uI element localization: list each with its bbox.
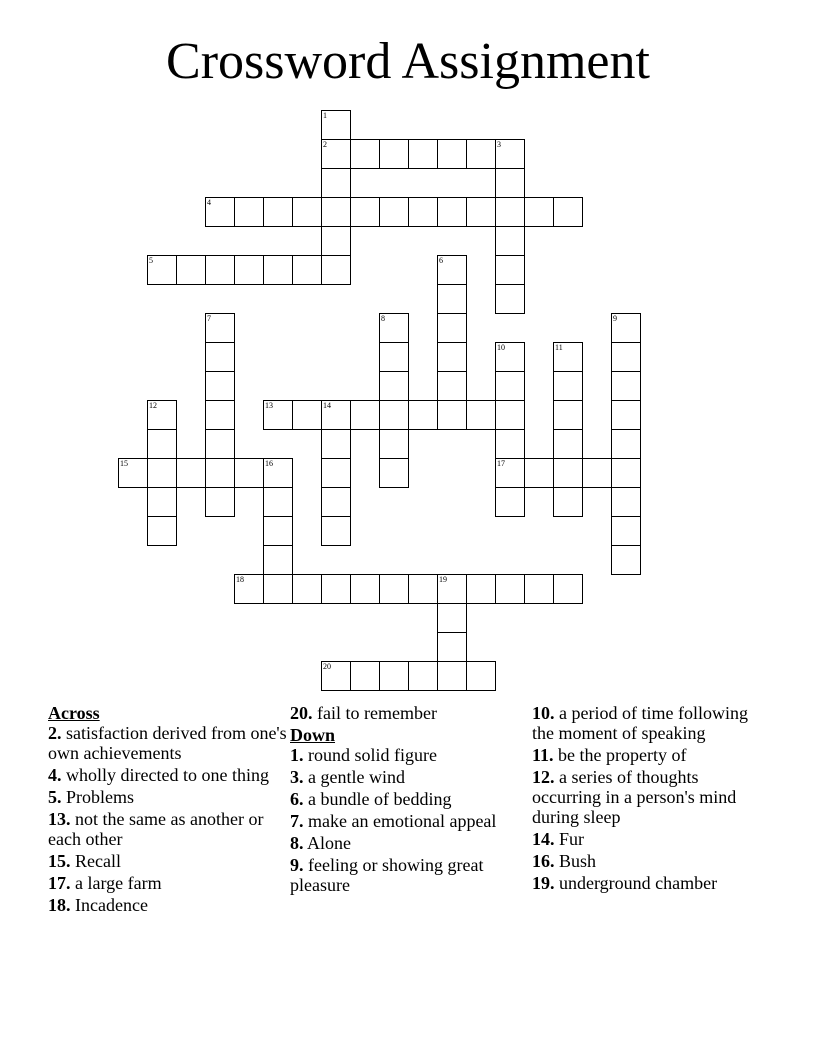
grid-cell[interactable] [495, 168, 525, 198]
clue-number-label: 4. [48, 765, 62, 785]
clue-number-label: 18. [48, 895, 71, 915]
grid-cell[interactable] [553, 458, 583, 488]
clue-number-label: 5. [48, 787, 62, 807]
clue-text: a series of thoughts occurring in a person's mind during sleep [532, 767, 737, 827]
clue-text: feeling or showing great pleasure [290, 855, 484, 895]
grid-cell[interactable] [437, 574, 467, 604]
clue-text: Alone [307, 833, 352, 853]
grid-cell[interactable] [350, 139, 380, 169]
grid-cell[interactable] [263, 545, 293, 575]
grid-cell[interactable] [321, 661, 351, 691]
grid-cell[interactable] [176, 255, 206, 285]
grid-cell[interactable] [205, 342, 235, 372]
grid-cell[interactable] [437, 342, 467, 372]
grid-cell[interactable] [205, 487, 235, 517]
grid-cell[interactable] [495, 139, 525, 169]
grid-cell[interactable] [611, 458, 641, 488]
grid-cell[interactable] [611, 371, 641, 401]
grid-cell[interactable] [321, 458, 351, 488]
page-title: Crossword Assignment [166, 33, 650, 90]
grid-cell[interactable] [379, 400, 409, 430]
grid-cell[interactable] [495, 458, 525, 488]
clue [48, 851, 288, 871]
grid-cell[interactable] [437, 603, 467, 633]
clue-number-label: 2. [48, 723, 62, 743]
grid-cell[interactable] [147, 400, 177, 430]
clues-column-2 [290, 703, 530, 897]
grid-cell[interactable] [321, 429, 351, 459]
clue-number-label: 9. [290, 855, 304, 875]
clues-column-3 [532, 703, 762, 895]
clue-text: Bush [559, 851, 597, 871]
grid-cell[interactable] [205, 197, 235, 227]
across-header: Across [48, 703, 100, 723]
grid-cell[interactable] [321, 255, 351, 285]
grid-cell[interactable] [437, 255, 467, 285]
grid-cell[interactable] [611, 313, 641, 343]
grid-cell[interactable] [437, 139, 467, 169]
clue-number-label: 19. [532, 873, 555, 893]
grid-cell[interactable] [553, 400, 583, 430]
grid-cell[interactable] [263, 197, 293, 227]
grid-cell[interactable] [292, 400, 322, 430]
grid-cell[interactable] [321, 574, 351, 604]
clue-number-label: 15. [48, 851, 71, 871]
grid-cell[interactable] [437, 632, 467, 662]
clue-number: 16 [265, 459, 273, 468]
clue-number-label: 1. [290, 745, 304, 765]
grid-cell[interactable] [350, 400, 380, 430]
grid-cell[interactable] [205, 255, 235, 285]
grid-cell[interactable] [234, 197, 264, 227]
grid-cell[interactable] [611, 400, 641, 430]
grid-cell[interactable] [205, 400, 235, 430]
clue-text: round solid figure [308, 745, 437, 765]
clue-number: 1 [323, 111, 327, 120]
grid-cell[interactable] [263, 487, 293, 517]
clue-number: 19 [439, 575, 447, 584]
grid-cell[interactable] [118, 458, 148, 488]
clue [532, 703, 762, 743]
down-clue-list-continued [532, 703, 762, 893]
clue-number-label: 20. [290, 703, 313, 723]
clue [290, 745, 530, 765]
clues-column-1 [48, 703, 288, 917]
grid-cell[interactable] [495, 574, 525, 604]
clue-number: 10 [497, 343, 505, 352]
grid-cell[interactable] [495, 429, 525, 459]
grid-cell[interactable] [495, 487, 525, 517]
clue-number-label: 3. [290, 767, 304, 787]
clue-text: a period of time following the moment of speaking [532, 703, 748, 743]
clue-number-label: 11. [532, 745, 554, 765]
clue [290, 811, 530, 831]
grid-cell[interactable] [321, 487, 351, 517]
clue-text: be the property of [558, 745, 687, 765]
grid-cell[interactable] [611, 487, 641, 517]
across-clue-list-continued [290, 703, 530, 723]
grid-cell[interactable] [437, 400, 467, 430]
grid-cell[interactable] [263, 458, 293, 488]
grid-cell[interactable] [466, 661, 496, 691]
grid-cell[interactable] [553, 487, 583, 517]
grid-cell[interactable] [495, 284, 525, 314]
grid-cell[interactable] [147, 487, 177, 517]
grid-cell[interactable] [321, 197, 351, 227]
clue-text: Recall [75, 851, 121, 871]
clue-text: make an emotional appeal [308, 811, 497, 831]
clue-number-label: 13. [48, 809, 71, 829]
clue-number: 7 [207, 314, 211, 323]
down-header: Down [290, 725, 336, 745]
grid-cell[interactable] [205, 313, 235, 343]
clue-number: 8 [381, 314, 385, 323]
clue [290, 703, 530, 723]
grid-cell[interactable] [495, 371, 525, 401]
clue-number: 18 [236, 575, 244, 584]
grid-cell[interactable] [234, 458, 264, 488]
clue-number-label: 16. [532, 851, 555, 871]
clue-number: 12 [149, 401, 157, 410]
clue-number-label: 14. [532, 829, 555, 849]
clue-number: 9 [613, 314, 617, 323]
clue-text: Fur [559, 829, 585, 849]
grid-cell[interactable] [379, 661, 409, 691]
clue [290, 833, 530, 853]
grid-cell[interactable] [234, 574, 264, 604]
clue-text: fail to remember [317, 703, 437, 723]
clue-number: 4 [207, 198, 211, 207]
clue-number: 11 [555, 343, 563, 352]
grid-cell[interactable] [466, 574, 496, 604]
grid-cell[interactable] [379, 458, 409, 488]
clue-text: Incadence [75, 895, 148, 915]
grid-cell[interactable] [495, 226, 525, 256]
grid-cell[interactable] [321, 516, 351, 546]
clue-text: wholly directed to one thing [66, 765, 269, 785]
clue [290, 789, 530, 809]
clue-number-label: 12. [532, 767, 555, 787]
grid-cell[interactable] [437, 197, 467, 227]
clue [48, 873, 288, 893]
grid-cell[interactable] [611, 429, 641, 459]
clue-number: 6 [439, 256, 443, 265]
grid-cell[interactable] [553, 574, 583, 604]
grid-cell[interactable] [437, 284, 467, 314]
grid-cell[interactable] [408, 139, 438, 169]
grid-cell[interactable] [466, 197, 496, 227]
grid-cell[interactable] [292, 197, 322, 227]
clue-text: a large farm [75, 873, 162, 893]
grid-cell[interactable] [350, 574, 380, 604]
clue [290, 855, 530, 895]
grid-cell[interactable] [379, 429, 409, 459]
grid-cell[interactable] [292, 574, 322, 604]
grid-cell[interactable] [379, 139, 409, 169]
grid-cell[interactable] [147, 429, 177, 459]
clue-number: 15 [120, 459, 128, 468]
clue-number-label: 8. [290, 833, 304, 853]
grid-cell[interactable] [205, 371, 235, 401]
grid-cell[interactable] [321, 168, 351, 198]
grid-cell[interactable] [147, 516, 177, 546]
clue [290, 767, 530, 787]
grid-cell[interactable] [582, 458, 612, 488]
clue [532, 873, 762, 893]
grid-cell[interactable] [321, 110, 351, 140]
grid-cell[interactable] [408, 197, 438, 227]
clue-text: satisfaction derived from one's own achievements [48, 723, 287, 763]
grid-cell[interactable] [611, 516, 641, 546]
clue-text: not the same as another or each other [48, 809, 264, 849]
clue-number-label: 17. [48, 873, 71, 893]
clue [48, 787, 288, 807]
clue-number: 2 [323, 140, 327, 149]
grid-cell[interactable] [205, 458, 235, 488]
clue-number-label: 7. [290, 811, 304, 831]
grid-cell[interactable] [176, 458, 206, 488]
grid-cell[interactable] [321, 400, 351, 430]
grid-cell[interactable] [379, 371, 409, 401]
grid-cell[interactable] [437, 371, 467, 401]
grid-cell[interactable] [495, 255, 525, 285]
clue [532, 829, 762, 849]
across-clue-list [48, 723, 288, 915]
clue-number-label: 10. [532, 703, 555, 723]
grid-cell[interactable] [263, 255, 293, 285]
clue-number: 14 [323, 401, 331, 410]
clue [48, 765, 288, 785]
grid-cell[interactable] [292, 255, 322, 285]
grid-cell[interactable] [611, 342, 641, 372]
clue [532, 745, 762, 765]
grid-cell[interactable] [350, 197, 380, 227]
grid-cell[interactable] [321, 139, 351, 169]
grid-cell[interactable] [553, 429, 583, 459]
clue-text: Problems [66, 787, 135, 807]
down-clue-list [290, 745, 530, 895]
grid-cell[interactable] [205, 429, 235, 459]
clue [532, 767, 762, 827]
grid-cell[interactable] [524, 458, 554, 488]
clue [48, 809, 288, 849]
clue-text: a bundle of bedding [308, 789, 452, 809]
clue [532, 851, 762, 871]
clue [48, 895, 288, 915]
grid-cell[interactable] [234, 255, 264, 285]
grid-cell[interactable] [263, 574, 293, 604]
grid-cell[interactable] [495, 342, 525, 372]
clue [48, 723, 288, 763]
grid-cell[interactable] [379, 574, 409, 604]
clue-number: 13 [265, 401, 273, 410]
grid-cell[interactable] [611, 545, 641, 575]
grid-cell[interactable] [147, 255, 177, 285]
grid-cell[interactable] [263, 400, 293, 430]
grid-cell[interactable] [437, 661, 467, 691]
grid-cell[interactable] [553, 197, 583, 227]
grid-cell[interactable] [379, 197, 409, 227]
grid-cell[interactable] [263, 516, 293, 546]
clue-number: 17 [497, 459, 505, 468]
clue-text: underground chamber [559, 873, 718, 893]
grid-cell[interactable] [553, 342, 583, 372]
grid-cell[interactable] [495, 400, 525, 430]
grid-cell[interactable] [350, 661, 380, 691]
grid-cell[interactable] [466, 139, 496, 169]
grid-cell[interactable] [379, 342, 409, 372]
clue-number: 5 [149, 256, 153, 265]
grid-cell[interactable] [408, 574, 438, 604]
clue-text: a gentle wind [308, 767, 405, 787]
grid-cell[interactable] [437, 313, 467, 343]
grid-cell[interactable] [466, 400, 496, 430]
grid-cell[interactable] [321, 226, 351, 256]
grid-cell[interactable] [147, 458, 177, 488]
clue-number: 20 [323, 662, 331, 671]
grid-cell[interactable] [495, 197, 525, 227]
grid-cell[interactable] [379, 313, 409, 343]
grid-cell[interactable] [408, 661, 438, 691]
grid-cell[interactable] [524, 574, 554, 604]
grid-cell[interactable] [408, 400, 438, 430]
grid-cell[interactable] [524, 197, 554, 227]
clue-number: 3 [497, 140, 501, 149]
grid-cell[interactable] [553, 371, 583, 401]
clue-number-label: 6. [290, 789, 304, 809]
